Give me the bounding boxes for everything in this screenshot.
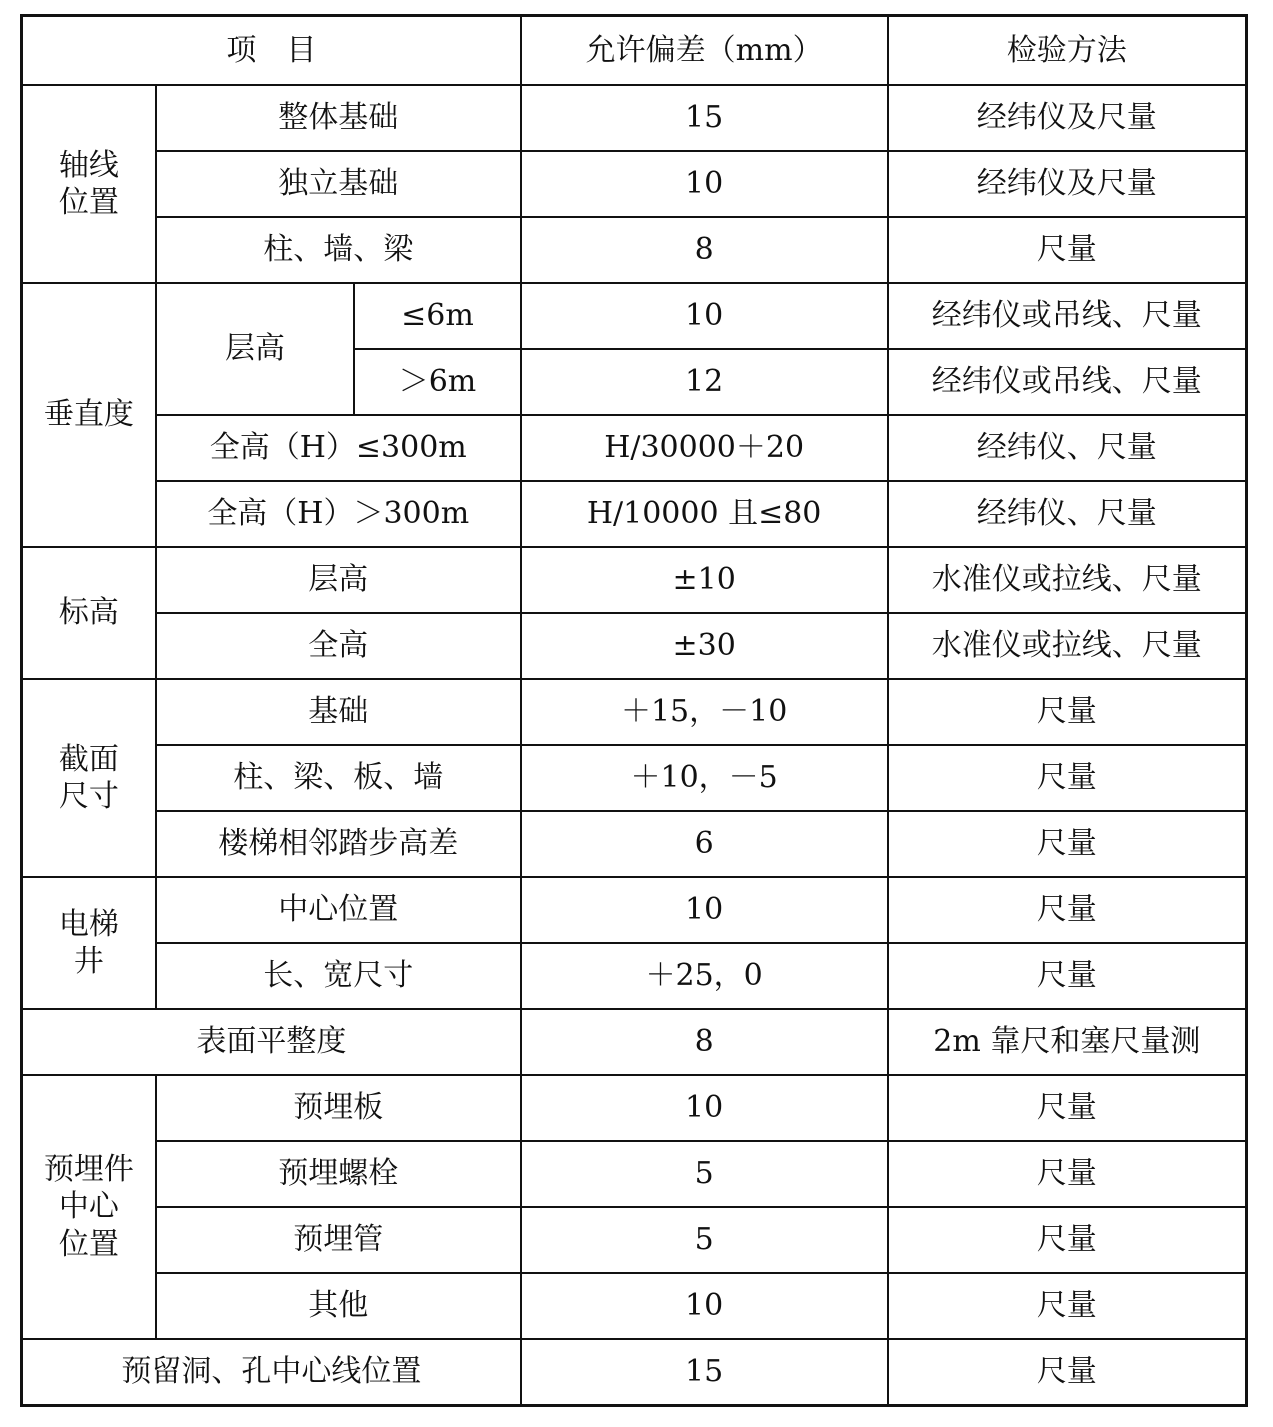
tolerance-cell: 10	[521, 1273, 888, 1339]
tolerance-cell: 10	[521, 283, 888, 349]
method-cell: 水准仪或拉线、尺量	[888, 613, 1247, 679]
group-label-line: 预埋件	[43, 1151, 134, 1187]
group-axis-position	[22, 85, 156, 283]
method-cell: 尺量	[888, 745, 1247, 811]
item-cell: 柱、梁、板、墙	[156, 745, 521, 811]
tolerance-cell: 8	[521, 217, 888, 283]
method-cell: 尺量	[888, 943, 1247, 1009]
tolerance-cell: ＋10，－5	[521, 745, 888, 811]
table-row	[22, 1273, 1247, 1339]
method-cell: 经纬仪、尺量	[888, 481, 1247, 547]
sub-item-cell: ＞6m	[354, 349, 520, 415]
group-embedded	[22, 1075, 156, 1339]
method-cell: 尺量	[888, 877, 1247, 943]
group-elevator-shaft	[22, 877, 156, 1009]
group-label-line: 电梯	[58, 906, 119, 942]
table-row	[22, 481, 1247, 547]
tolerance-cell: 5	[521, 1141, 888, 1207]
header-tolerance: 允许偏差（mm）	[521, 16, 888, 86]
table-row	[22, 85, 1247, 151]
tolerance-cell: H/30000＋20	[521, 415, 888, 481]
method-cell: 尺量	[888, 1141, 1247, 1207]
tolerance-cell: H/10000 且≤80	[521, 481, 888, 547]
tolerance-cell: 10	[521, 877, 888, 943]
item-cell: 全高	[156, 613, 521, 679]
group-verticality: 垂直度	[22, 283, 156, 547]
group-label-line: 位置	[58, 1226, 119, 1262]
table-row	[22, 943, 1247, 1009]
item-cell: 预埋板	[156, 1075, 521, 1141]
table-row	[22, 283, 1247, 349]
table-row	[22, 613, 1247, 679]
table-row	[22, 1075, 1247, 1141]
table-row	[22, 811, 1247, 877]
item-cell: 基础	[156, 679, 521, 745]
group-label-line: 井	[73, 944, 104, 979]
item-cell: 全高（H）≤300m	[156, 415, 521, 481]
tolerance-cell: ＋15，－10	[521, 679, 888, 745]
tolerance-cell: 15	[521, 85, 888, 151]
item-cell: 其他	[156, 1273, 521, 1339]
group-label-line: 位置	[58, 185, 119, 220]
method-cell: 经纬仪、尺量	[888, 415, 1247, 481]
tolerance-table	[20, 14, 1248, 1407]
tolerance-cell: ±30	[521, 613, 888, 679]
item-cell: 预埋螺栓	[156, 1141, 521, 1207]
item-cell: 全高（H）＞300m	[156, 481, 521, 547]
item-cell: 独立基础	[156, 151, 521, 217]
method-cell: 尺量	[888, 1207, 1247, 1273]
item-cell: 中心位置	[156, 877, 521, 943]
method-cell: 尺量	[888, 217, 1247, 283]
floor-height-cell: 层高	[156, 283, 354, 415]
method-cell: 经纬仪或吊线、尺量	[888, 283, 1247, 349]
method-cell: 经纬仪或吊线、尺量	[888, 349, 1247, 415]
group-label-line: 尺寸	[58, 779, 119, 814]
item-cell: 长、宽尺寸	[156, 943, 521, 1009]
table-row	[22, 1207, 1247, 1273]
tolerance-cell: 5	[521, 1207, 888, 1273]
method-cell: 尺量	[888, 1273, 1247, 1339]
table-row	[22, 415, 1247, 481]
method-cell: 2m 靠尺和塞尺量测	[888, 1009, 1247, 1075]
item-cell: 楼梯相邻踏步高差	[156, 811, 521, 877]
method-cell: 尺量	[888, 1339, 1247, 1406]
tolerance-cell: ±10	[521, 547, 888, 613]
group-label-line: 截面	[58, 741, 119, 777]
method-cell: 尺量	[888, 1075, 1247, 1141]
table-row	[22, 547, 1247, 613]
tolerance-cell: 6	[521, 811, 888, 877]
item-cell: 预埋管	[156, 1207, 521, 1273]
group-label-line: 中心	[58, 1189, 119, 1225]
header-method: 检验方法	[888, 16, 1247, 86]
table-row	[22, 1141, 1247, 1207]
method-cell: 尺量	[888, 811, 1247, 877]
item-cell: 预留洞、孔中心线位置	[22, 1339, 521, 1406]
table-row	[22, 877, 1247, 943]
tolerance-cell: 8	[521, 1009, 888, 1075]
tolerance-cell: 12	[521, 349, 888, 415]
group-section-size	[22, 679, 156, 877]
item-cell: 表面平整度	[22, 1009, 521, 1075]
header-item: 项 目	[22, 16, 521, 86]
group-label-line: 轴线	[58, 147, 119, 183]
method-cell: 经纬仪及尺量	[888, 151, 1247, 217]
tolerance-cell: 10	[521, 1075, 888, 1141]
tolerance-cell: ＋25，0	[521, 943, 888, 1009]
tolerance-cell: 10	[521, 151, 888, 217]
group-elevation: 标高	[22, 547, 156, 679]
table-row	[22, 679, 1247, 745]
item-cell: 整体基础	[156, 85, 521, 151]
table-row	[22, 1009, 1247, 1075]
table-row	[22, 151, 1247, 217]
tolerance-cell: 15	[521, 1339, 888, 1406]
method-cell: 经纬仪及尺量	[888, 85, 1247, 151]
item-cell: 层高	[156, 547, 521, 613]
header-row	[22, 16, 1247, 86]
method-cell: 尺量	[888, 679, 1247, 745]
table-row	[22, 745, 1247, 811]
table-row	[22, 1339, 1247, 1406]
item-cell: 柱、墙、梁	[156, 217, 521, 283]
sub-item-cell: ≤6m	[354, 283, 520, 349]
method-cell: 水准仪或拉线、尺量	[888, 547, 1247, 613]
table-row	[22, 217, 1247, 283]
